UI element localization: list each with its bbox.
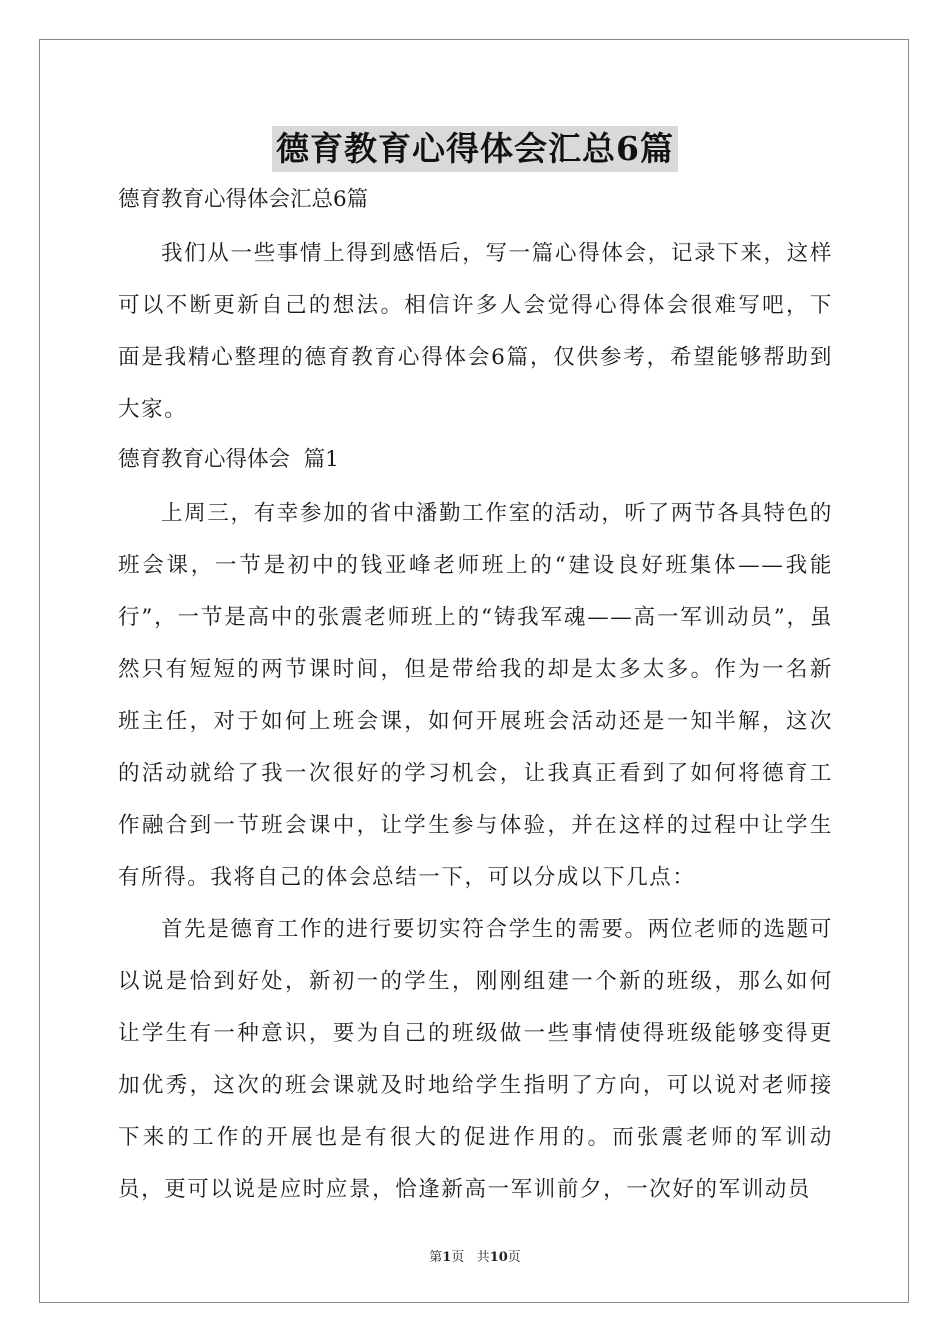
document-title: 德育教育心得体会汇总6篇 (272, 126, 678, 172)
document-subtitle: 德育教育心得体会汇总6篇 (118, 187, 369, 212)
page-suffix: 页 (451, 1250, 465, 1265)
document-body (118, 180, 833, 1216)
total-prefix: 共 (476, 1250, 490, 1265)
body-paragraph: 上周三，有幸参加的省中潘勤工作室的活动，听了两节各具特色的班会课，一节是初中的钱亚峰老师班上的“建设良好班集体——我能行”，一节是高中的张震老师班上的“铸我军魂——高一军训动员”，虽然只有短短的两节课时间，但是带给我的却是太多太多。作为一名新班主任，对于如何上班会课，如何开展班会活动还是一知半解，这次的活动就给了我一次很好的学习机会，让我真正看到了如何将德育工作融合到一节班会课中，让学生参与体验，并在这样的过程中让学生有所得。我将自己的体会总结一下，可以分成以下几点： (118, 501, 833, 890)
section-heading: 德育教育心得体会 篇1 (118, 447, 339, 472)
total-suffix: 页 (507, 1250, 521, 1265)
page-footer (0, 1246, 950, 1265)
page-prefix: 第 (429, 1250, 443, 1265)
body-paragraph: 首先是德育工作的进行要切实符合学生的需要。两位老师的选题可以说是恰到好处，新初一的学生，刚刚组建一个新的班级，那么如何让学生有一种意识，要为自己的班级做一些事情使得班级能够变得更加优秀，这次的班会课就及时地给学生指明了方向，可以说对老师接下来的工作的开展也是有很大的促进作用的。而张震老师的军训动员，更可以说是应时应景，恰逢新高一军训前夕，一次好的军训动员 (118, 917, 833, 1202)
intro-paragraph: 我们从一些事情上得到感悟后，写一篇心得体会，记录下来，这样可以不断更新自己的想法。相信许多人会觉得心得体会很难写吧，下面是我精心整理的德育教育心得体会6篇，仅供参考，希望能够帮助到大家。 (118, 241, 833, 422)
total-pages: 10 (489, 1250, 508, 1265)
page-number: 1 (442, 1250, 452, 1265)
title-wrapper (0, 126, 950, 172)
